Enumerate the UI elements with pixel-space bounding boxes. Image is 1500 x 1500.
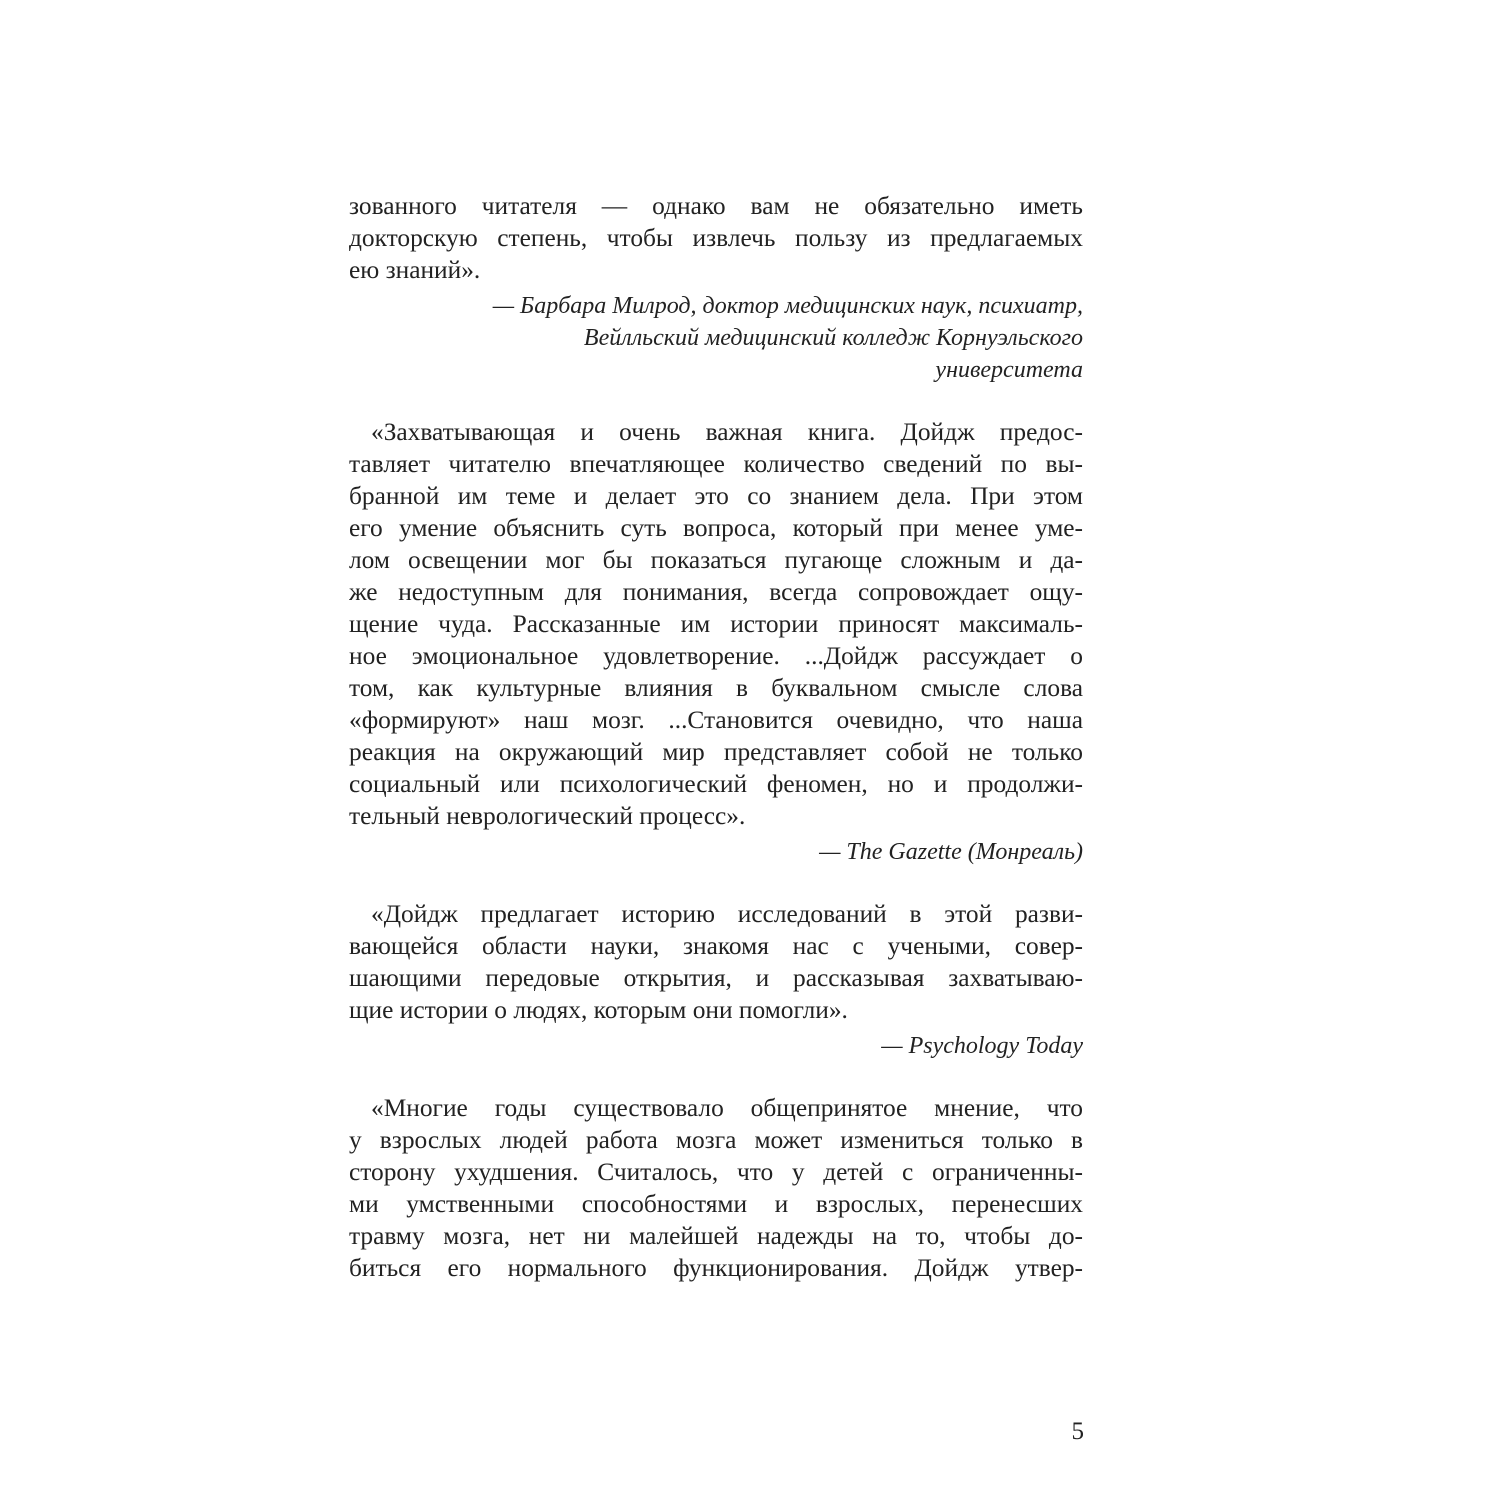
attribution-line: университета <box>935 357 1083 383</box>
quote-line: «Дойдж предлагает историю исследований в этой разви- <box>371 900 1083 928</box>
quote-line: у взрослых людей работа мозга может измениться только в <box>349 1126 1083 1154</box>
quote-line: «Многие годы существовало общепринятое мнение, что <box>371 1094 1083 1122</box>
quote-line: щие истории о людях, которым они помогли». <box>349 996 848 1024</box>
quote-line: ею знаний». <box>349 256 481 284</box>
quote-line: ми умственными способностями и взрослых, перенесших <box>349 1190 1083 1218</box>
quote-line: биться его нормального функционирования. Дойдж утвер- <box>349 1254 1083 1282</box>
quote-line: щение чуда. Рассказанные им истории приносят максималь- <box>349 610 1083 638</box>
page-number: 5 <box>1071 1418 1084 1445</box>
quote-line: его умение объяснить суть вопроса, который при менее уме- <box>349 514 1083 542</box>
quote-line: «Захватывающая и очень важная книга. Дойдж предос- <box>371 418 1083 446</box>
attribution-line: — The Gazette (Монреаль) <box>819 839 1083 865</box>
quote-line: тавляет читателю впечатляющее количество сведений по вы- <box>349 450 1083 478</box>
quote-line: докторскую степень, чтобы извлечь пользу из предлагаемых <box>349 224 1083 252</box>
quote-milrod <box>349 190 1083 386</box>
quote-line: тельный неврологический процесс». <box>349 802 746 830</box>
quote-psychology-today <box>349 898 1083 1062</box>
quote-line: сторону ухудшения. Считалось, что у детей с ограниченны- <box>349 1158 1083 1186</box>
quote-line: травму мозга, нет ни малейшей надежды на то, чтобы до- <box>349 1222 1083 1250</box>
quote-line: бранной им теме и делает это со знанием дела. При этом <box>349 482 1083 510</box>
attribution-line: Вейлльский медицинский колледж Корнуэльского <box>583 325 1083 351</box>
quote-line: том, как культурные влияния в буквальном смысле слова <box>349 674 1083 702</box>
page-text-column <box>349 190 1083 1284</box>
attribution-line: — Барбара Милрод, доктор медицинских наук, психиатр, <box>492 293 1083 319</box>
quote-line: ное эмоциональное удовлетворение. ...Дойдж рассуждает о <box>349 642 1083 670</box>
quote-line: же недоступным для понимания, всегда сопровождает ощу- <box>349 578 1083 606</box>
quote-line: «формируют» наш мозг. ...Становится очевидно, что наша <box>349 706 1083 734</box>
quote-line: реакция на окружающий мир представляет собой не только <box>349 738 1083 766</box>
quote-line: шающими передовые открытия, и рассказывая захватываю- <box>349 964 1083 992</box>
quote-line: вающейся области науки, знакомя нас с учеными, совер- <box>349 932 1083 960</box>
quote-line: лом освещении мог бы показаться пугающе сложным и да- <box>349 546 1083 574</box>
quote-common-opinion <box>349 1092 1083 1284</box>
attribution-line: — Psychology Today <box>881 1033 1083 1059</box>
quote-line: социальный или психологический феномен, но и продолжи- <box>349 770 1083 798</box>
quote-line: зованного читателя — однако вам не обязательно иметь <box>349 192 1083 220</box>
quote-gazette <box>349 416 1083 868</box>
